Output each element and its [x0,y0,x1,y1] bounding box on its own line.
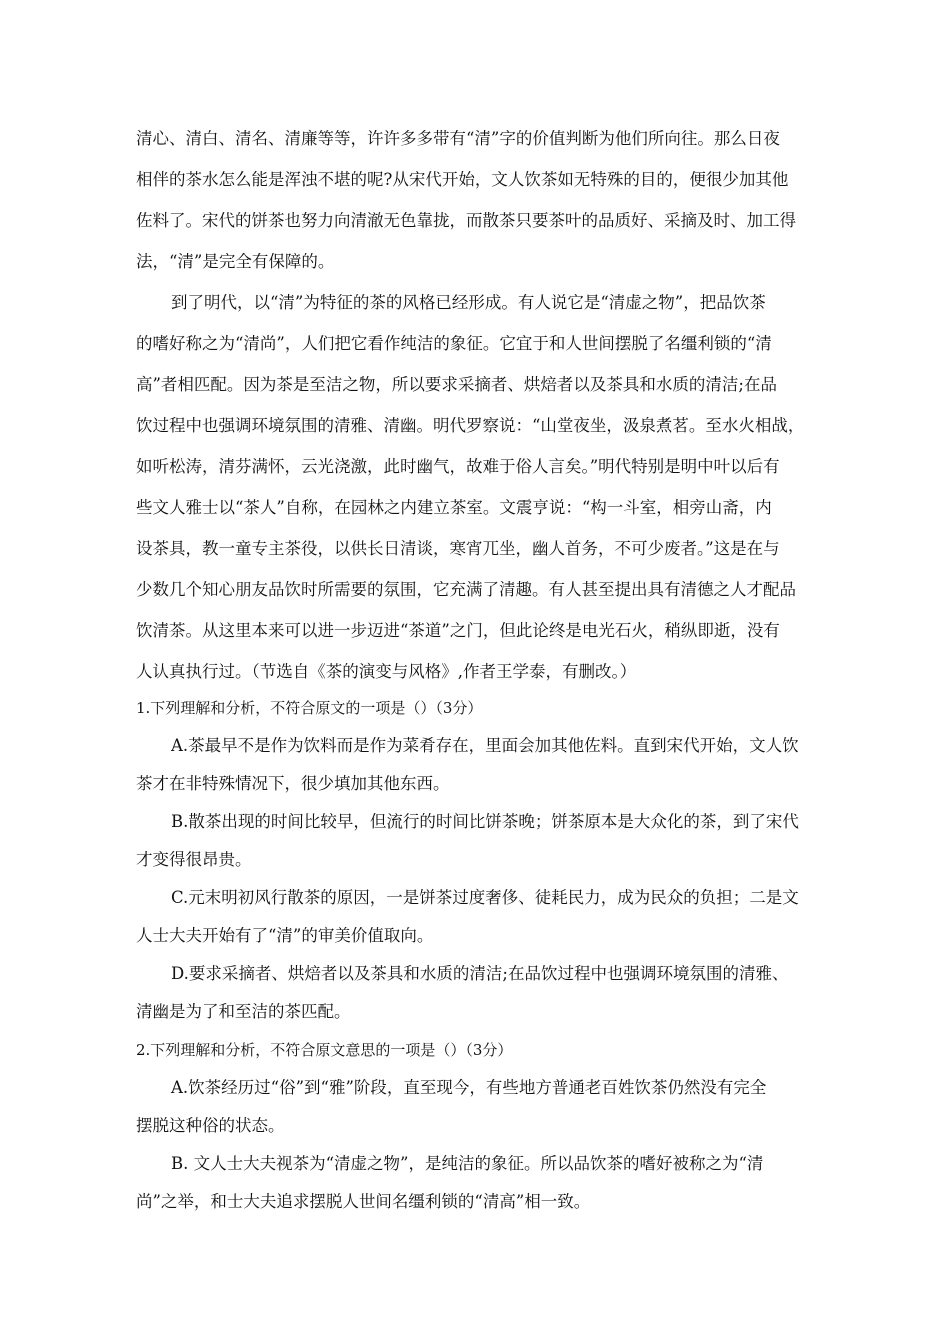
paragraph-line: 如听松涛，清芬满怀，云光浇激，此时幽气，故难于俗人言矣。”明代特别是明中叶以后有 [136,457,780,476]
paragraph-line: 到了明代，以“清”为特征的茶的风格已经形成。有人说它是“清虚之物”，把品饮茶 [171,293,766,312]
option-line: 人士大夫开始有了“清”的审美价值取向。 [136,926,434,945]
option-line: B.散茶出现的时间比较早，但流行的时间比饼茶晚；饼茶原本是大众化的茶，到了宋代 [171,812,799,831]
option-line: 清幽是为了和至洁的茶匹配。 [136,1002,351,1021]
paragraph-line: 法，“清”是完全有保障的。 [136,252,335,271]
paragraph-line: 设茶具，教一童专主茶役，以供长日清谈，寒宵兀坐，幽人首务，不可少废者。”这是在与 [136,539,780,558]
paragraph-line: 些文人雅士以“茶人”自称，在园林之内建立茶室。文震亨说：“构一斗室，相旁山斋，内 [136,498,772,517]
option-line: 才变得很昂贵。 [136,850,252,869]
paragraph-line: 高”者相匹配。因为茶是至洁之物，所以要求采摘者、烘焙者以及茶具和水质的清洁;在品 [136,375,777,394]
paragraph-line: 相伴的茶水怎么能是浑浊不堪的呢?从宋代开始，文人饮茶如无特殊的目的，便很少加其他 [136,170,789,189]
option-line: A.茶最早不是作为饮料而是作为菜肴存在，里面会加其他佐料。直到宋代开始，文人饮 [171,736,799,755]
paragraph-line: 饮清茶。从这里本来可以进一步迈进“茶道”之门，但此论终是电光石火，稍纵即逝，没有 [136,621,780,640]
option-line: 尚”之举，和士大夫追求摆脱人世间名缰利锁的“清高”相一致。 [136,1192,591,1211]
option-line: B. 文人士大夫视茶为“清虚之物”，是纯洁的象征。所以品饮茶的嗜好被称之为“清 [171,1154,764,1173]
option-line: 茶才在非特殊情况下，很少填加其他东西。 [136,774,450,793]
paragraph-line: 清心、清白、清名、清廉等等，许许多多带有“清”字的价值判断为他们所向往。那么日夜 [136,129,780,148]
question-stem: 2.下列理解和分析，不符合原文意思的一项是（）（3分） [136,1041,513,1059]
option-line: 摆脱这种俗的状态。 [136,1116,285,1135]
question-stem: 1.下列理解和分析，不符合原文的一项是（）（3分） [136,699,483,717]
option-line: C.元末明初风行散茶的原因，一是饼茶过度奢侈、徒耗民力，成为民众的负担；二是文 [171,888,799,907]
paragraph-line: 少数几个知心朋友品饮时所需要的氛围，它充满了清趣。有人甚至提出具有清德之人才配品 [136,580,796,599]
paragraph-line: 的嗜好称之为“清尚”，人们把它看作纯洁的象征。它宜于和人世间摆脱了名缰利锁的“清 [136,334,772,353]
option-line: A.饮茶经历过“俗”到“雅”阶段，直至现今，有些地方普通老百姓饮茶仍然没有完全 [171,1078,767,1097]
option-line: D.要求采摘者、烘焙者以及茶具和水质的清洁;在品饮过程中也强调环境氛围的清雅、 [171,964,789,983]
paragraph-line: 佐料了。宋代的饼茶也努力向清澈无色靠拢，而散茶只要茶叶的品质好、采摘及时、加工得 [136,211,796,230]
paragraph-line: 人认真执行过。（节选自《茶的演变与风格》,作者王学泰，有删改。） [136,662,637,681]
paragraph-line: 饮过程中也强调环境氛围的清雅、清幽。明代罗察说：“山堂夜坐，汲泉煮茗。至水火相战， [136,416,805,435]
